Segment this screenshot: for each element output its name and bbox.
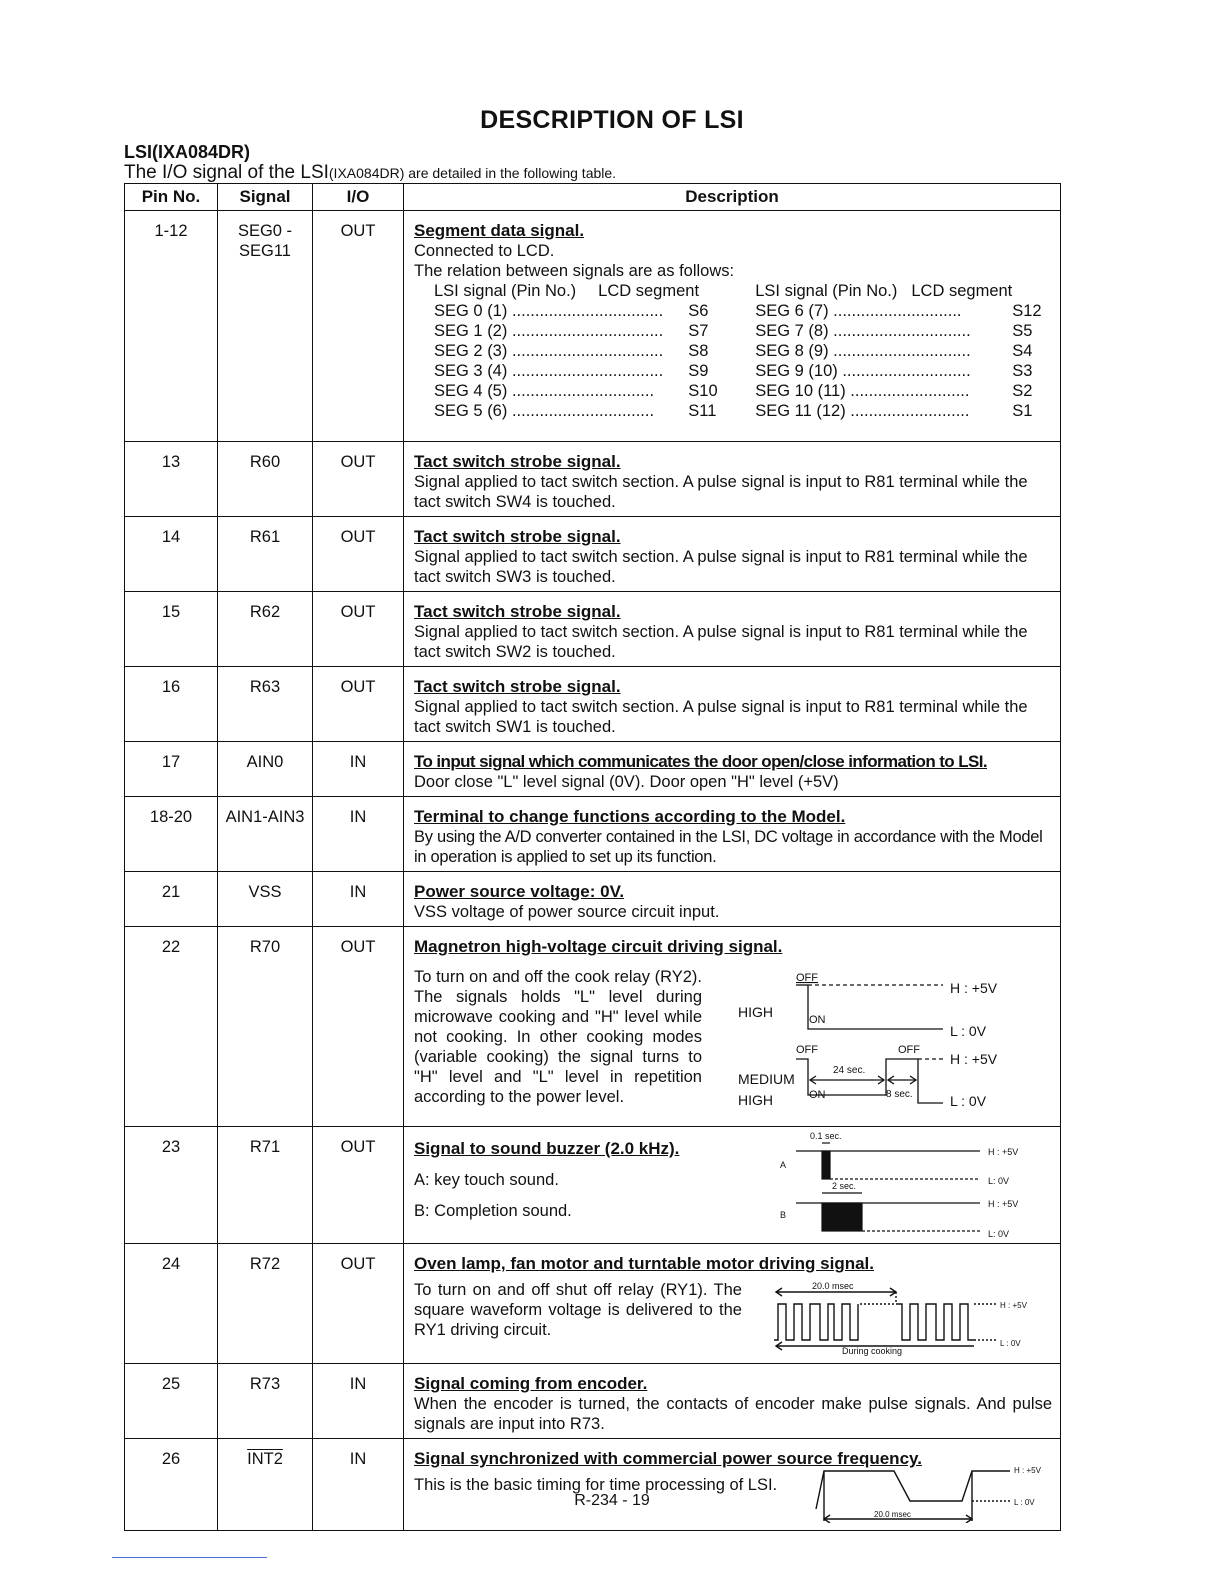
description-cell	[404, 517, 1061, 592]
description-text: Signal applied to tact switch section. A pulse signal is input to R81 terminal while the tact switch SW2 is touched.	[414, 623, 1028, 661]
buzzer-timing-diagram	[780, 1131, 1040, 1239]
svg-text:24 sec.: 24 sec.	[833, 1065, 866, 1076]
signal-cell: R63	[218, 667, 313, 742]
io-cell: OUT	[313, 667, 404, 742]
pin-cell: 14	[125, 517, 218, 592]
description-line: The relation between signals are as follows:	[414, 262, 735, 280]
description-cell	[404, 592, 1061, 667]
signal-cell: AIN1-AIN3	[218, 797, 313, 872]
chip-heading: LSI(IXA084DR)	[124, 142, 251, 162]
pin-cell: 25	[125, 1364, 218, 1439]
svg-text:MEDIUM: MEDIUM	[738, 1071, 795, 1087]
svg-text:OFF: OFF	[796, 1044, 818, 1056]
svg-text:H : +5V: H : +5V	[988, 1199, 1019, 1209]
description-text: Door close "L" level signal (0V). Door open "H" level (+5V)	[414, 773, 839, 791]
io-cell: OUT	[313, 517, 404, 592]
intro-text: The I/O signal of the LSI(IXA084DR) are detailed in the following table.	[124, 162, 617, 183]
pin-cell: 17	[125, 742, 218, 797]
description-heading: Terminal to change functions according to the Model.	[414, 807, 846, 826]
description-heading: Tact switch strobe signal.	[414, 452, 621, 471]
svg-text:2 sec.: 2 sec.	[832, 1181, 857, 1191]
table-row	[125, 211, 1061, 442]
description-text: VSS voltage of power source circuit input.	[414, 903, 720, 921]
table-row	[125, 1364, 1061, 1439]
header-io: I/O	[313, 184, 404, 211]
signal-cell: R60	[218, 442, 313, 517]
svg-text:ON: ON	[809, 1014, 826, 1026]
pin-cell: 26	[125, 1439, 218, 1531]
description-heading: Signal synchronized with commercial power source frequency.	[414, 1449, 922, 1468]
io-cell: OUT	[313, 442, 404, 517]
description-line: A: key touch sound.	[414, 1171, 559, 1189]
svg-text:L : 0V: L : 0V	[1014, 1498, 1035, 1507]
svg-text:HIGH: HIGH	[738, 1004, 773, 1020]
description-cell	[404, 1244, 1061, 1364]
description-text: By using the A/D converter contained in the LSI, DC voltage in accordance with the Model in operation is applied to set up its function.	[414, 828, 1043, 866]
svg-text:A: A	[780, 1160, 787, 1170]
io-cell: OUT	[313, 1127, 404, 1244]
io-cell: OUT	[313, 1244, 404, 1364]
pin-cell: 22	[125, 927, 218, 1127]
table-row	[125, 797, 1061, 872]
description-text: To turn on and off shut off relay (RY1). The square waveform voltage is delivered to the RY1 driving circuit.	[414, 1281, 742, 1339]
header-pin: Pin No.	[125, 184, 218, 211]
description-cell	[404, 442, 1061, 517]
segment-map-table: LSI signal (Pin No.) LCD segment LSI signal (Pin No.) LCD segment SEG 0 (1) ................................. S6 SEG 6 (7) ............................ S12 SEG 1 (2) ................................. S7 SEG 7 (8) .............................. S5 SEG 2 (3) ................................. S8 SEG 8 (9) .............................. S4 SEG 3 (4) ................................. S9 SEG 9 (10) ............................ S3 SEG 4 (5) ............................... S10 SEG 10 (11) .......................... S2 SEG 5 (6) ............................... S11 SEG 11 (12) .......................... S1	[434, 282, 1042, 420]
table-row	[125, 1244, 1061, 1364]
description-heading: Oven lamp, fan motor and turntable motor driving signal.	[414, 1254, 874, 1273]
relay-timing-diagram	[738, 967, 1038, 1107]
description-cell	[404, 667, 1061, 742]
pin-cell: 13	[125, 442, 218, 517]
description-cell	[404, 927, 1061, 1127]
description-cell	[404, 1127, 1061, 1244]
description-heading: Tact switch strobe signal.	[414, 602, 621, 621]
pin-cell: 21	[125, 872, 218, 927]
description-line: B: Completion sound.	[414, 1202, 572, 1220]
pin-cell: 24	[125, 1244, 218, 1364]
table-row	[125, 517, 1061, 592]
io-cell: OUT	[313, 592, 404, 667]
signal-cell: INT2	[218, 1439, 313, 1531]
description-cell	[404, 872, 1061, 927]
pin-cell: 1-12	[125, 211, 218, 442]
table-row	[125, 1127, 1061, 1244]
svg-text:20.0 msec: 20.0 msec	[874, 1510, 911, 1519]
header-signal: Signal	[218, 184, 313, 211]
description-cell	[404, 742, 1061, 797]
svg-text:H : +5V: H : +5V	[950, 1051, 998, 1067]
io-cell: OUT	[313, 211, 404, 442]
description-heading: Power source voltage: 0V.	[414, 882, 625, 901]
table-row	[125, 1439, 1061, 1531]
table-row	[125, 592, 1061, 667]
signal-cell: R72	[218, 1244, 313, 1364]
signal-cell: AIN0	[218, 742, 313, 797]
io-cell: IN	[313, 797, 404, 872]
svg-text:OFF: OFF	[898, 1044, 920, 1056]
svg-text:L : 0V: L : 0V	[1000, 1339, 1021, 1348]
svg-text:During cooking: During cooking	[842, 1346, 903, 1356]
signal-cell: R71	[218, 1127, 313, 1244]
table-row	[125, 927, 1061, 1127]
svg-text:H : +5V: H : +5V	[1014, 1466, 1041, 1475]
description-heading: To input signal which communicates the door open/close information to LSI.	[414, 752, 987, 771]
page-title: DESCRIPTION OF LSI	[480, 106, 744, 134]
svg-text:L : 0V: L : 0V	[950, 1093, 987, 1107]
svg-text:HIGH: HIGH	[738, 1092, 773, 1107]
description-text: To turn on and off the cook relay (RY2). The signals holds "L" level during microwave cooking and "H" level while not cooking. In other cooking modes (variable cooking) the signal turns to "H" level and "L" level in repetition according to the power level.	[414, 968, 702, 1106]
svg-text:ON: ON	[809, 1089, 826, 1101]
footer-rule	[112, 1557, 267, 1558]
description-cell	[404, 1364, 1061, 1439]
svg-text:L: 0V: L: 0V	[988, 1176, 1010, 1186]
svg-text:H : +5V: H : +5V	[1000, 1301, 1027, 1310]
description-heading: Segment data signal.	[414, 221, 585, 240]
io-cell: IN	[313, 1364, 404, 1439]
description-cell	[404, 1439, 1061, 1531]
svg-text:OFF: OFF	[796, 972, 818, 984]
io-cell: IN	[313, 872, 404, 927]
description-heading: Tact switch strobe signal.	[414, 677, 621, 696]
io-cell: OUT	[313, 927, 404, 1127]
svg-text:B: B	[780, 1210, 787, 1220]
pin-cell: 23	[125, 1127, 218, 1244]
signal-cell: R70	[218, 927, 313, 1127]
description-heading: Tact switch strobe signal.	[414, 527, 621, 546]
signal-cell: R73	[218, 1364, 313, 1439]
io-cell: IN	[313, 742, 404, 797]
description-text: Signal applied to tact switch section. A pulse signal is input to R81 terminal while the tact switch SW3 is touched.	[414, 548, 1028, 586]
signal-cell: VSS	[218, 872, 313, 927]
description-text: Signal applied to tact switch section. A pulse signal is input to R81 terminal while the tact switch SW1 is touched.	[414, 698, 1028, 736]
svg-text:0.1 sec.: 0.1 sec.	[810, 1131, 842, 1141]
io-table	[124, 183, 1061, 1531]
description-line: Connected to LCD.	[414, 242, 555, 260]
description-cell	[404, 211, 1061, 442]
description-cell	[404, 797, 1061, 872]
description-text: When the encoder is turned, the contacts of encoder make pulse signals. And pulse signals are input into R73.	[414, 1395, 1052, 1433]
table-row	[125, 442, 1061, 517]
signal-cell: R62	[218, 592, 313, 667]
pin-cell: 15	[125, 592, 218, 667]
pin-cell: 18-20	[125, 797, 218, 872]
description-heading: Signal to sound buzzer (2.0 kHz).	[414, 1139, 680, 1158]
description-heading: Signal coming from encoder.	[414, 1374, 648, 1393]
table-row	[125, 872, 1061, 927]
description-text: This is the basic timing for time processing of LSI.	[414, 1476, 778, 1494]
signal-cell: SEG0 - SEG11	[218, 211, 313, 442]
page-number: R-234 - 19	[574, 1492, 650, 1509]
svg-text:H : +5V: H : +5V	[950, 980, 998, 996]
pin-cell: 16	[125, 667, 218, 742]
signal-cell: R61	[218, 517, 313, 592]
table-row	[125, 667, 1061, 742]
description-text: Signal applied to tact switch section. A pulse signal is input to R81 terminal while the tact switch SW4 is touched.	[414, 473, 1028, 511]
relay-square-wave-diagram	[774, 1280, 1046, 1356]
table-header-row	[125, 184, 1061, 211]
header-description: Description	[404, 184, 1061, 211]
table-row	[125, 742, 1061, 797]
svg-text:20.0 msec: 20.0 msec	[812, 1281, 854, 1291]
svg-text:8 sec.: 8 sec.	[886, 1089, 913, 1100]
description-heading: Magnetron high-voltage circuit driving signal.	[414, 937, 783, 956]
svg-text:L: 0V: L: 0V	[988, 1229, 1010, 1239]
io-cell: IN	[313, 1439, 404, 1531]
svg-text:H : +5V: H : +5V	[988, 1147, 1019, 1157]
svg-text:L : 0V: L : 0V	[950, 1023, 987, 1039]
